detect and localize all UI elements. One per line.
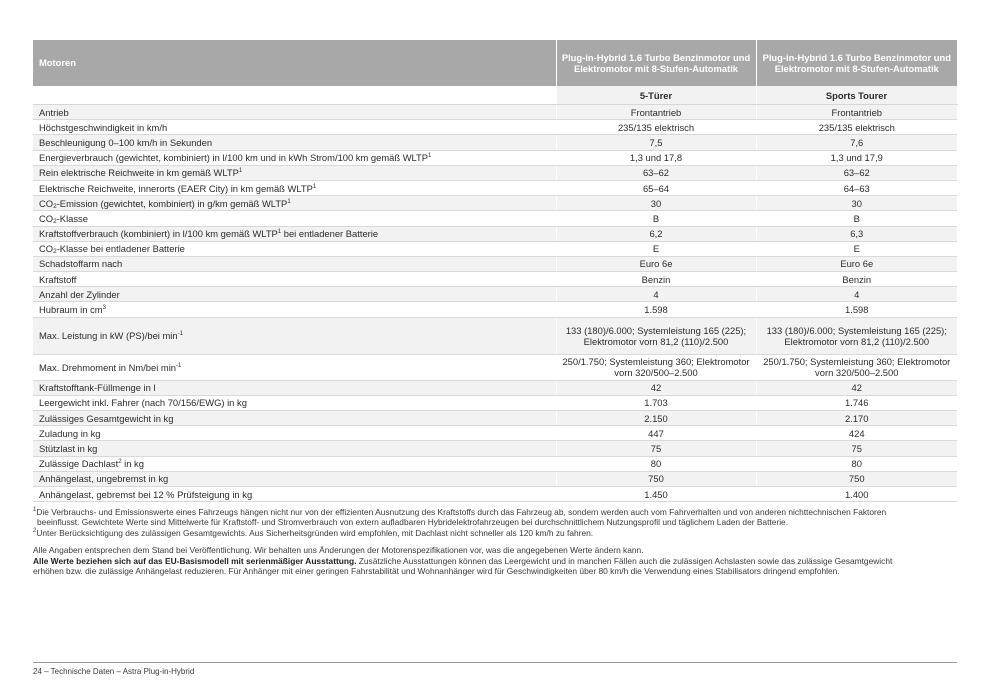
table-row [33, 256, 957, 271]
row-value-col1: Benzin [556, 272, 756, 287]
row-value-col2: 80 [756, 456, 957, 471]
row-label: $CO_2$-Emission (gewichtet, kombiniert) in g/km gemäß WLTP$^1$ [33, 196, 556, 211]
row-value-col2: 7,6 [756, 135, 957, 150]
footnote-marker: 1 [312, 183, 317, 190]
row-label: Hubraum in $cm^3$ [33, 302, 556, 317]
note-bold: Alle Werte beziehen sich auf das EU-Basismodell mit serienmäßiger Ausstattung. [33, 555, 357, 566]
row-value-col1: 2.150 [556, 411, 756, 426]
row-value-col1: 1.598 [556, 302, 756, 317]
table-row [33, 135, 957, 150]
footnote-marker: 1 [428, 153, 432, 160]
header-body-col1: 5-Türer [556, 86, 756, 105]
table-row [33, 441, 957, 456]
row-value-col1: Euro 6e [556, 256, 756, 271]
row-value-col2: E [756, 241, 957, 256]
row-label: Stützlast in kg [33, 441, 556, 456]
row-value-col1: 447 [556, 426, 756, 441]
table-row [33, 105, 957, 120]
footnote-marker: 1 [238, 168, 243, 175]
table-row [33, 150, 957, 165]
row-value-col2: 2.170 [756, 411, 957, 426]
row-value-col2: Benzin [756, 272, 957, 287]
table-row [33, 486, 957, 501]
row-value-col2: 1.598 [756, 302, 957, 317]
footnote-1-cont: beeinflusst. Gewichtete Werte sind Mittelwerte für Kraftstoff- und Stromverbrauch von extern aufladbaren Hybridelektrofahrzeugen bei durchschnittlichem Nutzungsprofil und täglichem Laden der Batterie. [37, 517, 789, 528]
specs-table [33, 40, 958, 502]
header-engine-col2: Plug-in-Hybrid 1.6 Turbo Benzinmotor und Elektromotor mit 8-Stufen-Automatik [756, 40, 957, 86]
table-row [33, 426, 957, 441]
table-row [33, 120, 957, 135]
row-value-col2: 6,3 [756, 226, 957, 241]
row-label: Rein elektrische Reichweite in km gemäß WLTP$^1$ [33, 165, 556, 180]
row-value-col2: B [756, 211, 957, 226]
note-line: Alle Angaben entsprechen dem Stand bei Veröffentlichung. Wir behalten uns Änderungen der Motorenspezifikationen vor, was die angegebenen Werte ändern kann. [33, 545, 644, 555]
table-row [33, 287, 957, 302]
row-value-col1: E [556, 241, 756, 256]
row-value-col1: 1.450 [556, 486, 756, 501]
row-value-col2: 1.400 [756, 486, 957, 501]
row-value-col2: Euro 6e [756, 256, 957, 271]
row-label: Schadstoffarm nach [33, 256, 556, 271]
row-value-col2: 63–62 [756, 165, 957, 180]
table-row [33, 354, 957, 380]
table-row [33, 165, 957, 180]
row-label: $CO_2$-Klasse bei entladener Batterie [33, 241, 556, 256]
row-value-col1: 250/1.750; Systemleistung 360; Elektromotor vorn 320/500–2.500 [556, 354, 756, 380]
page-footer: 24 – Technische Daten – Astra Plug-in-Hybrid [33, 667, 195, 676]
table-subheader-row [33, 86, 957, 105]
subheader-blank [33, 86, 556, 105]
row-label: Anzahl der Zylinder [33, 287, 556, 302]
row-value-col2: 424 [756, 426, 957, 441]
table-row [33, 241, 957, 256]
row-value-col2: 235/135 elektrisch [756, 120, 957, 135]
row-value-col1: 750 [556, 471, 756, 486]
footnote-marker: 1 [287, 198, 291, 205]
table-row [33, 395, 957, 410]
footnotes [33, 507, 957, 538]
header-engine-col1: Plug-in-Hybrid 1.6 Turbo Benzinmotor und Elektromotor mit 8-Stufen-Automatik [556, 40, 756, 86]
row-value-col1: 235/135 elektrisch [556, 120, 756, 135]
footnote-2: $^2$Unter Berücksichtigung des zulässigen Gesamtgewichts. Aus Sicherheitsgründen wird empfohlen, mit Dachlast nicht schneller als 120 km/h zu fahren. [33, 527, 594, 538]
table-row [33, 272, 957, 287]
header-label: Motoren [33, 40, 556, 86]
row-label: Kraftstofftank-Füllmenge in l [33, 380, 556, 395]
table-row [33, 411, 957, 426]
table-row [33, 211, 957, 226]
table-row [33, 380, 957, 395]
row-label: Zulässige Dachlast$^2$ in kg [33, 456, 556, 471]
footer-divider [33, 662, 957, 663]
row-label: Elektrische Reichweite, innerorts (EAER City) in km gemäß WLTP$^1$ [33, 180, 556, 195]
row-value-col2: 75 [756, 441, 957, 456]
table-row [33, 180, 957, 195]
row-value-col2: 1.746 [756, 395, 957, 410]
row-label: Anhängelast, gebremst bei 12 % Prüfsteigung in kg [33, 486, 556, 501]
table-header-row [33, 40, 957, 86]
table-row [33, 456, 957, 471]
row-value-col1: 1.703 [556, 395, 756, 410]
row-value-col1: 42 [556, 380, 756, 395]
row-value-col1: 7,5 [556, 135, 756, 150]
table-row [33, 226, 957, 241]
row-label: Energieverbrauch (gewichtet, kombiniert) in l/100 km und in kWh Strom/100 km gemäß WLTP$^1$ [33, 150, 556, 165]
row-value-col2: 4 [756, 287, 957, 302]
row-label: Zuladung in kg [33, 426, 556, 441]
row-value-col1: 65–64 [556, 180, 756, 195]
row-label: Anhängelast, ungebremst in kg [33, 471, 556, 486]
row-label: Höchstgeschwindigkeit in km/h [33, 120, 556, 135]
row-value-col1: 133 (180)/6.000; Systemleistung 165 (225); Elektromotor vorn 81,2 (110)/2.500 [556, 317, 756, 354]
row-value-col1: 63–62 [556, 165, 756, 180]
row-label: Antrieb [33, 105, 556, 120]
row-value-col2: 42 [756, 380, 957, 395]
footnote-marker: 1 [277, 228, 282, 235]
row-label: Kraftstoffverbrauch (kombiniert) in l/100 km gemäß WLTP$^1$ bei entladener Batterie [33, 226, 556, 241]
row-value-col1: 80 [556, 456, 756, 471]
general-notes [33, 545, 957, 577]
row-value-col2: Frontantrieb [756, 105, 957, 120]
row-label: Max. Drehmoment in Nm/bei $\min^{-1}$ [33, 354, 556, 380]
row-value-col2: 30 [756, 196, 957, 211]
table-row [33, 196, 957, 211]
row-value-col2: 64–63 [756, 180, 957, 195]
row-value-col2: 750 [756, 471, 957, 486]
header-body-col2: Sports Tourer [756, 86, 957, 105]
row-value-col1: 6,2 [556, 226, 756, 241]
footnote-1: $^1$Die Verbrauchs- und Emissionswerte eines Fahrzeugs hängen nicht nur von der effizienten Ausnutzung des Kraftstoffs durch das Fahrzeug ab, sondern werden auch vom Fahrverhalten und von anderen nichttechnischen Faktoren [33, 507, 887, 517]
row-value-col1: 4 [556, 287, 756, 302]
note-line: Alle Werte beziehen sich auf das EU-Basismodell mit serienmäßiger Ausstattung. Zusätzliche Ausstattungen können das Leergewicht und in manchen Fällen auch die zulässigen Achslasten sowie das zulässige Gesamtgewicht [33, 555, 893, 566]
row-label: $CO_2$-Klasse [33, 211, 556, 226]
row-label: Kraftstoff [33, 272, 556, 287]
row-value-col1: 30 [556, 196, 756, 211]
table-row [33, 302, 957, 317]
footnote-marker: 2 [118, 459, 122, 466]
row-label: Zulässiges Gesamtgewicht in kg [33, 411, 556, 426]
row-value-col2: 1,3 und 17,9 [756, 150, 957, 165]
row-value-col1: 75 [556, 441, 756, 456]
row-label: Leergewicht inkl. Fahrer (nach 70/156/EWG) in kg [33, 395, 556, 410]
row-value-col1: Frontantrieb [556, 105, 756, 120]
row-value-col2: 133 (180)/6.000; Systemleistung 165 (225); Elektromotor vorn 81,2 (110)/2.500 [756, 317, 957, 354]
row-value-col2: 250/1.750; Systemleistung 360; Elektromotor vorn 320/500–2.500 [756, 354, 957, 380]
row-label: Beschleunigung 0–100 km/h in Sekunden [33, 135, 556, 150]
note-line: erhöhen bzw. die zulässige Anhängelast reduzieren. Für Anhänger mit einer geringen Fahrstabilität und Wohnanhänger wird für Geschwindigkeiten über 80 km/h die Verwendung eines Stabilisators dringend empfohlen. [33, 566, 840, 577]
row-value-col1: 1,3 und 17,8 [556, 150, 756, 165]
row-value-col1: B [556, 211, 756, 226]
table-row [33, 317, 957, 354]
row-label: Max. Leistung in kW (PS)/bei $\min^{-1}$ [33, 317, 556, 354]
table-row [33, 471, 957, 486]
